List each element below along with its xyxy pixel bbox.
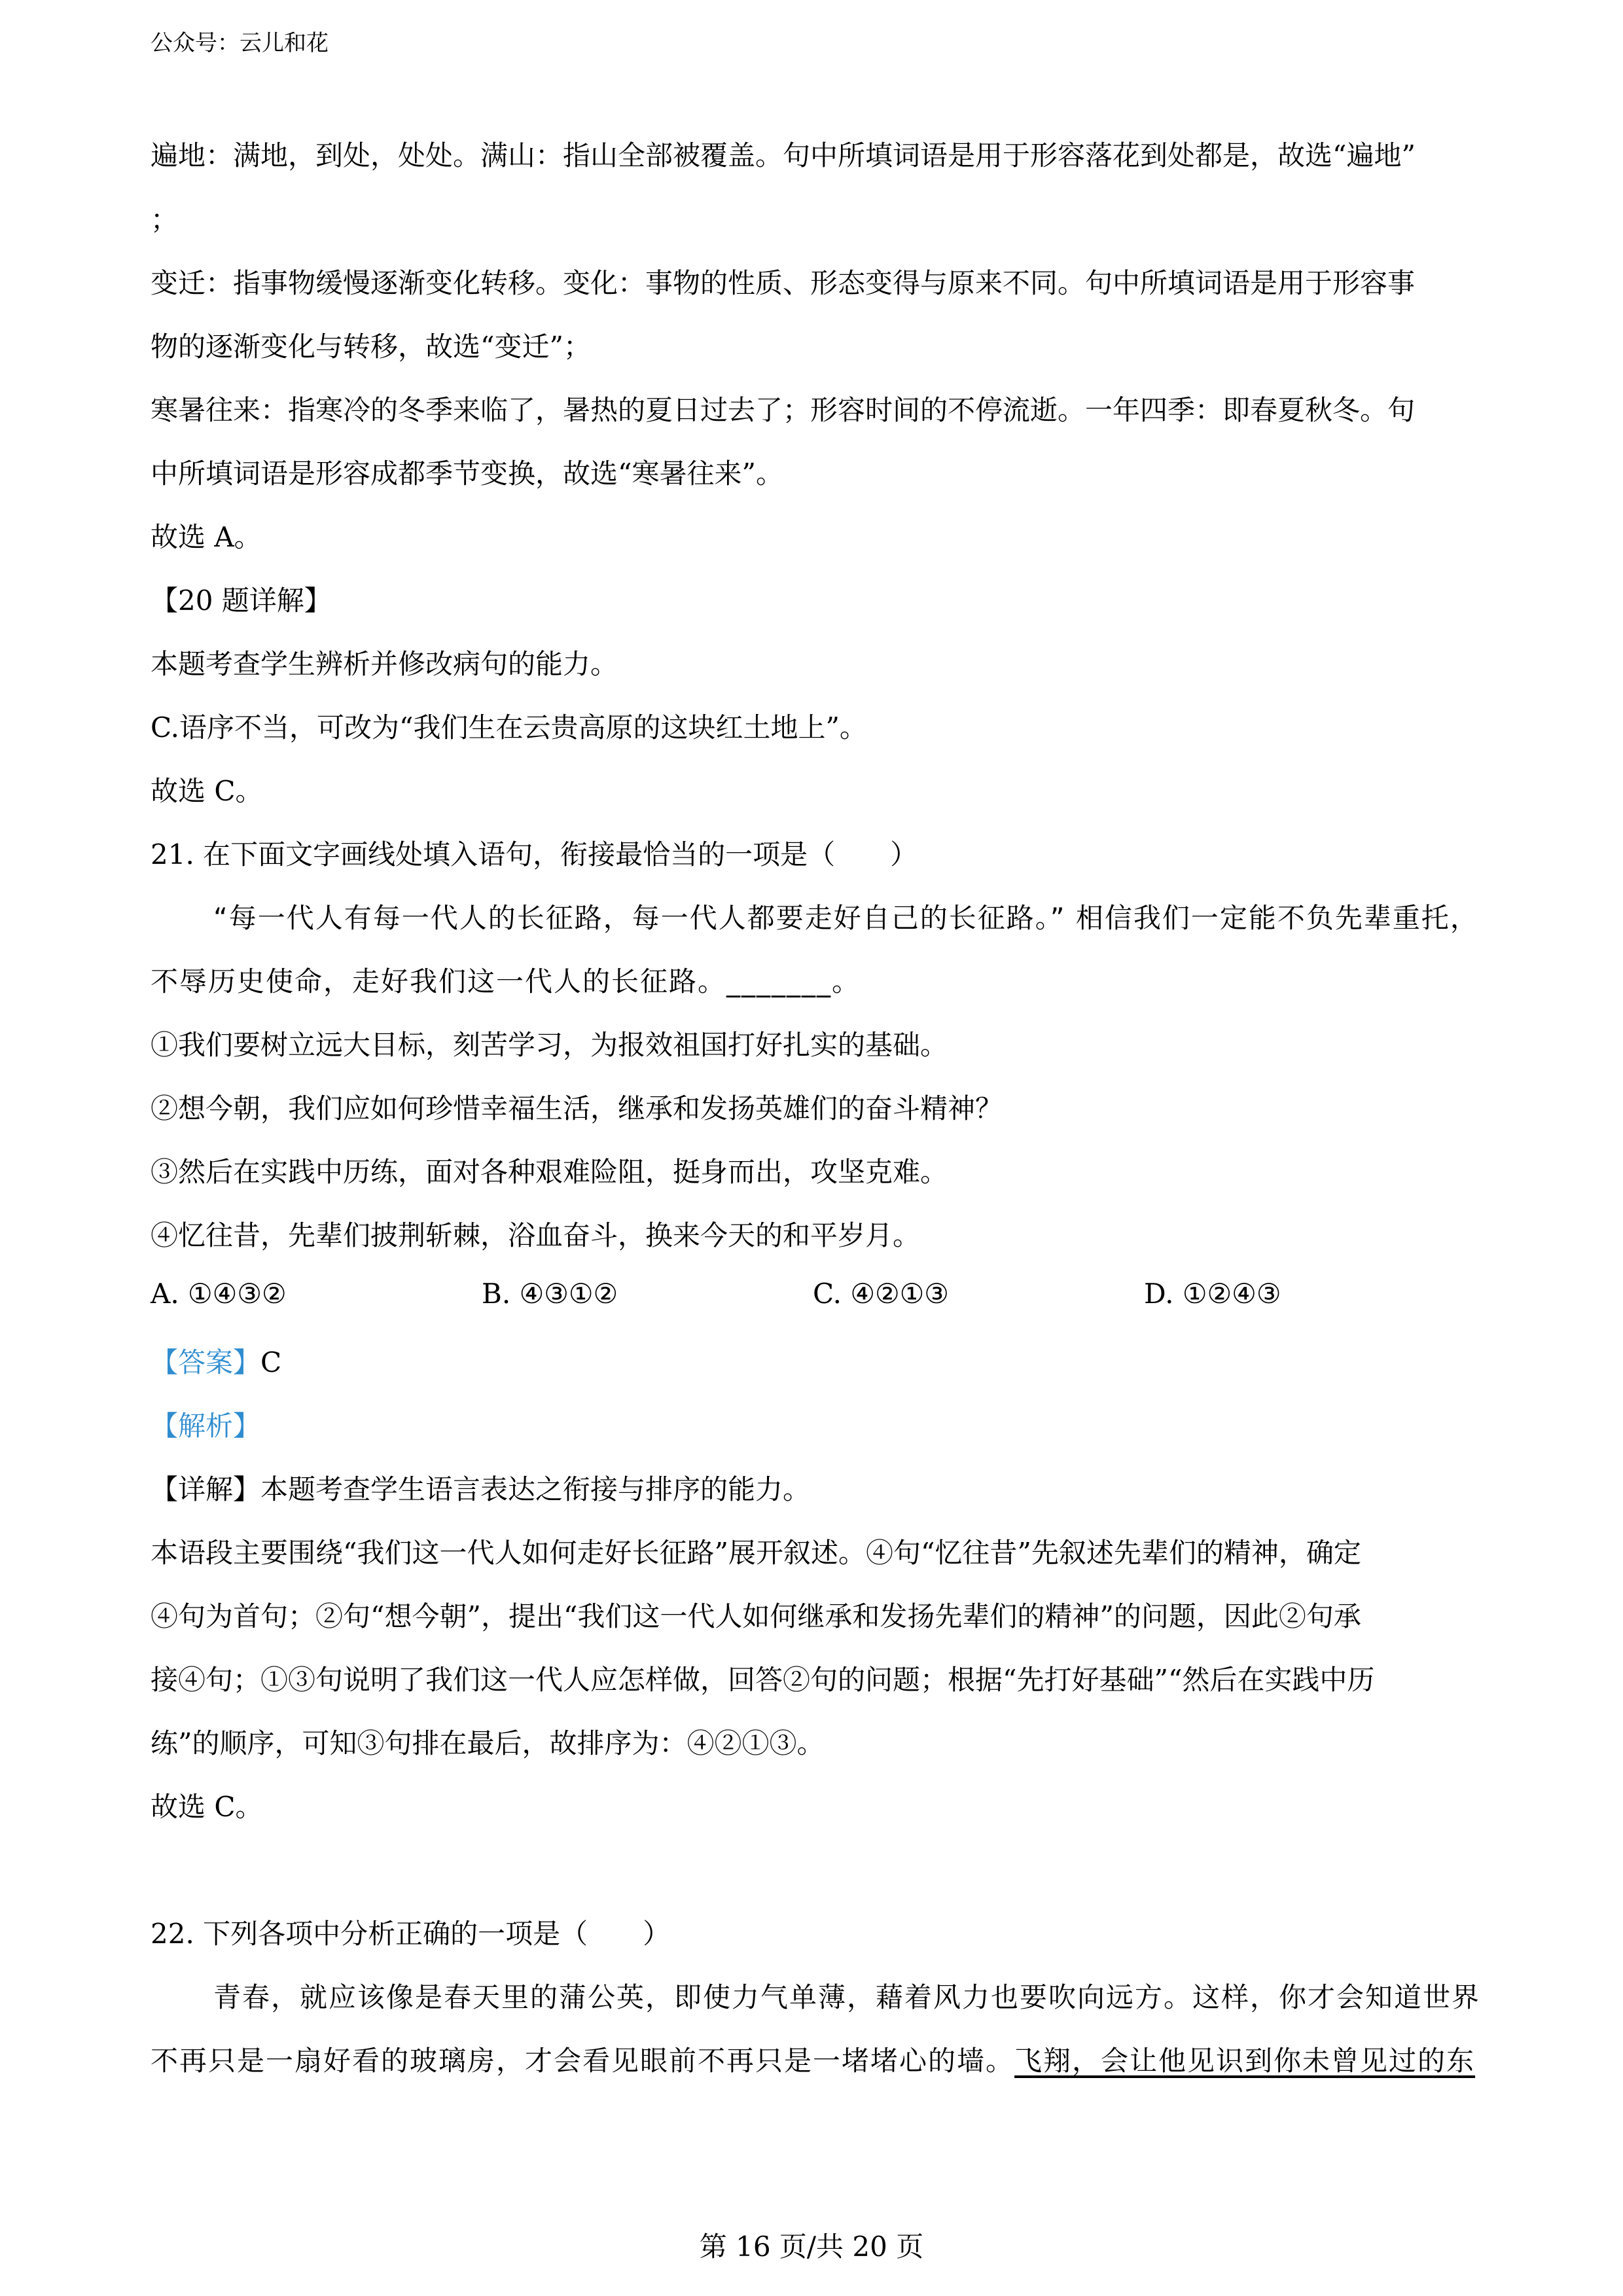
- analysis-label: 【解析】: [151, 1410, 261, 1442]
- q21-option-a: A. ①④③②: [151, 1278, 287, 1310]
- analysis-line: 寒暑往来：指寒冷的冬季来临了，暑热的夏日过去了；形容时间的不停流逝。一年四季：即春夏秋冬。句: [151, 394, 1416, 426]
- analysis-line: 物的逐渐变化与转移，故选“变迁”；: [151, 331, 591, 363]
- q20-line: C.语序不当，可改为“我们生在云贵高原的这块红土地上”。: [151, 711, 867, 744]
- source-header: 公众号：云儿和花: [151, 30, 329, 56]
- q22-passage-text: 不再只是一扇好看的玻璃房，才会看见眼前不再只是一堵堵心的墙。: [151, 2045, 1015, 2077]
- q21-conclusion: 故选 C。: [151, 1791, 263, 1823]
- q22-underlined-text: 飞翔，会让他见识到你未曾见过的东: [1014, 2045, 1476, 2077]
- q21-item: ③然后在实践中历练，面对各种艰难险阻，挺身而出，攻坚克难。: [151, 1156, 948, 1188]
- q21-explanation-line: ④句为首句；②句“想今朝”，提出“我们这一代人如何继承和发扬先辈们的精神”的问题，因此②句承: [151, 1600, 1361, 1632]
- q21-option-d: D. ①②④③: [1144, 1278, 1281, 1310]
- answer-label: 【答案】: [151, 1346, 261, 1378]
- q20-line: 故选 C。: [151, 775, 263, 807]
- q21-passage-end: 。: [832, 965, 861, 997]
- analysis-line: ；: [151, 204, 179, 236]
- q22-stem: 22. 下列各项中分析正确的一项是（ ）: [151, 1918, 671, 1950]
- q21-explanation-line: 本语段主要围绕“我们这一代人如何走好长征路”展开叙述。④句“忆往昔”先叙述先辈们的精神，确定: [151, 1537, 1361, 1569]
- q20-title: 【20 题详解】: [151, 584, 332, 617]
- q20-line: 本题考查学生辨析并修改病句的能力。: [151, 648, 618, 680]
- q22-passage-line: [151, 2039, 1475, 2079]
- analysis-conclusion: 故选 A。: [151, 521, 262, 553]
- q21-passage-line: “每一代人有每一代人的长征路，每一代人都要走好自己的长征路。” 相信我们一定能不负先辈重托，: [213, 902, 1479, 934]
- answer-value: C: [260, 1346, 282, 1378]
- q21-item: ④忆往昔，先辈们披荆斩棘，浴血奋斗，换来今天的和平岁月。: [151, 1219, 921, 1251]
- analysis-line: 遍地：满地，到处，处处。满山：指山全部被覆盖。句中所填词语是用于形容落花到处都是，故选“遍地”: [151, 139, 1416, 171]
- analysis-line: 中所填词语是形容成都季节变换，故选“寒暑往来”。: [151, 457, 783, 490]
- q21-explanation-line: 接④句；①③句说明了我们这一代人应怎样做，回答②句的问题；根据“先打好基础”“然后在实践中历: [151, 1664, 1375, 1696]
- q21-detail: [151, 1468, 810, 1507]
- q21-option-b: B. ④③①②: [482, 1278, 618, 1310]
- q21-item: ①我们要树立远大目标，刻苦学习，为报效祖国打好扎实的基础。: [151, 1029, 948, 1061]
- q21-answer: [151, 1341, 281, 1380]
- q21-passage-line: [151, 960, 861, 999]
- q21-stem: 21. 在下面文字画线处填入语句，衔接最恰当的一项是（ ）: [151, 838, 918, 870]
- analysis-line: 变迁：指事物缓慢逐渐变化转移。变化：事物的性质、形态变得与原来不同。句中所填词语是用于形容事: [151, 267, 1416, 299]
- q21-blank: _______: [726, 965, 832, 997]
- page-number: 第 16 页/共 20 页: [699, 2231, 924, 2263]
- q21-item: ②想今朝，我们应如何珍惜幸福生活，继承和发扬英雄们的奋斗精神？: [151, 1092, 1003, 1124]
- q22-passage-line: 青春，就应该像是春天里的蒲公英，即使力气单薄，藉着风力也要吹向远方。这样，你才会知道世界: [213, 1981, 1481, 2013]
- q21-explanation-line: 练”的顺序，可知③句排在最后，故排序为：④②①③。: [151, 1727, 825, 1759]
- detail-label: 【详解】: [151, 1473, 261, 1505]
- q21-passage-text: 不辱历史使命，走好我们这一代人的长征路。: [151, 965, 727, 997]
- q21-option-c: C. ④②①③: [813, 1278, 949, 1310]
- detail-text: 本题考查学生语言表达之衔接与排序的能力。: [260, 1473, 811, 1505]
